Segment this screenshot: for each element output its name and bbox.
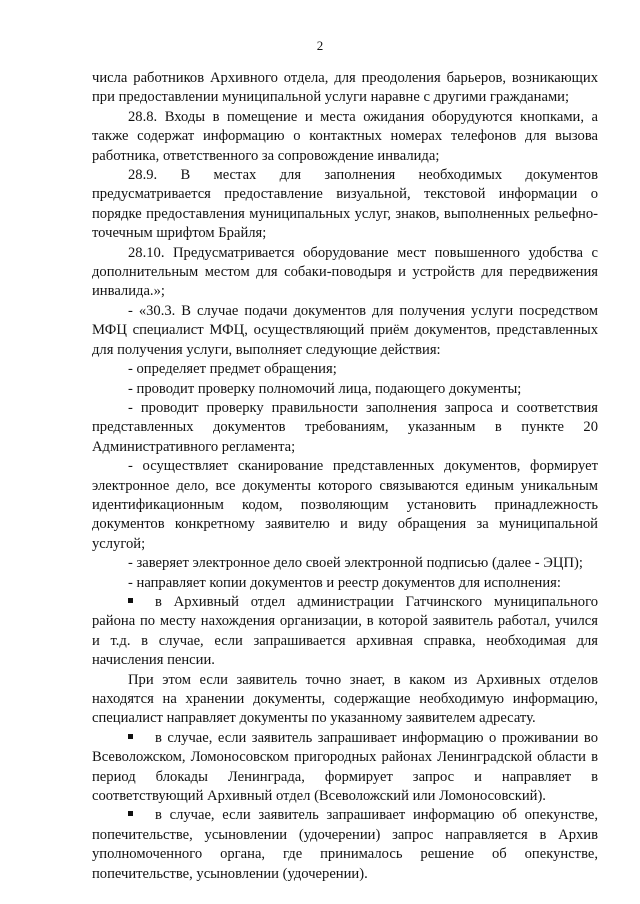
- paragraph-text: При этом если заявитель точно знает, в каком из Архивных отделов находятся на хранении документы, содержащие необходимую информацию, специалист направляет документы по указанному заявителем адресату.: [92, 671, 598, 727]
- paragraph: [92, 244, 598, 302]
- paragraph: [92, 360, 598, 379]
- paragraph-text: - осуществляет сканирование представленных документов, формирует электронное дело, все документы которого связываются единым уникальным идентификационным кодом, позволяющим установить принадлежность документов конкретному заявителю и виду обращения за муниципальной услугой;: [92, 458, 598, 552]
- paragraph-text: в случае, если заявитель запрашивает информацию об опекунстве, попечительстве, усыновлении (удочерении) запрос направляется в Архив уполномоченного органа, где принималось решение об опекунстве, попечительстве, усыновлении (удочерении).: [92, 807, 598, 882]
- paragraph-text: 28.10. Предусматривается оборудование мест повышенного удобства с дополнительным местом для собаки-поводыря и устройств для передвижения инвалида.»;: [92, 244, 598, 300]
- paragraph: [92, 457, 598, 554]
- paragraph-text: - определяет предмет обращения;: [128, 361, 337, 378]
- square-bullet-icon: [128, 811, 133, 816]
- paragraph: [92, 302, 598, 360]
- paragraph-text: - направляет копии документов и реестр документов для исполнения:: [128, 574, 561, 591]
- paragraph: [92, 69, 598, 108]
- bullet-paragraph: [92, 806, 598, 884]
- paragraph: [92, 671, 598, 729]
- page-number: 2: [316, 38, 324, 53]
- document-body: [92, 69, 598, 884]
- paragraph: [92, 574, 598, 593]
- square-bullet-icon: [128, 734, 133, 739]
- square-bullet-icon: [128, 598, 133, 603]
- paragraph-text: числа работников Архивного отдела, для преодоления барьеров, возникающих при предоставлении муниципальной услуги наравне с другими гражданами;: [92, 70, 598, 106]
- paragraph-text: - заверяет электронное дело своей электронной подписью (далее - ЭЦП);: [128, 555, 583, 572]
- paragraph-text: 28.9. В местах для заполнения необходимых документов предусматривается предоставление визуальной, текстовой информации о порядке предоставления муниципальных услуг, знаков, выполненных рельефно-точечным шрифтом Брайля;: [92, 167, 598, 242]
- paragraph-text: - проводит проверку правильности заполнения запроса и соответствия представленных документов требованиям, указанным в пункте 20 Административного регламента;: [92, 399, 598, 455]
- paragraph-text: в случае, если заявитель запрашивает информацию о проживании во Всеволожском, Ломоносовском пригородных районах Ленинградской области в период блокады Ленинграда, формирует запрос и направляет в соответствующий Архивный отдел (Всеволожский или Ломоносовский).: [92, 729, 598, 805]
- bullet-paragraph: [92, 729, 598, 807]
- paragraph-text: 28.8. Входы в помещение и места ожидания оборудуются кнопками, а также содержат информацию о контактных номерах телефонов для вызова работника, ответственного за сопровождение инвалида;: [92, 108, 598, 164]
- paragraph: [92, 380, 598, 399]
- bullet-paragraph: [92, 593, 598, 671]
- paragraph-text: - проводит проверку полномочий лица, подающего документы;: [128, 380, 522, 397]
- paragraph: [92, 554, 598, 573]
- paragraph-text: - «30.3. В случае подачи документов для получения услуги посредством МФЦ специалист МФЦ, осуществляющий приём документов, представленных для получения услуги, выполняет следующие действия:: [92, 302, 598, 358]
- paragraph: [92, 108, 598, 166]
- paragraph: [92, 166, 598, 244]
- paragraph: [92, 399, 598, 457]
- paragraph-text: в Архивный отдел администрации Гатчинского муниципального района по месту нахождения организации, в которой заявитель работал, учился и т.д. в случае, если запрашивается архивная справка, необходимая для начисления пенсии.: [92, 593, 598, 669]
